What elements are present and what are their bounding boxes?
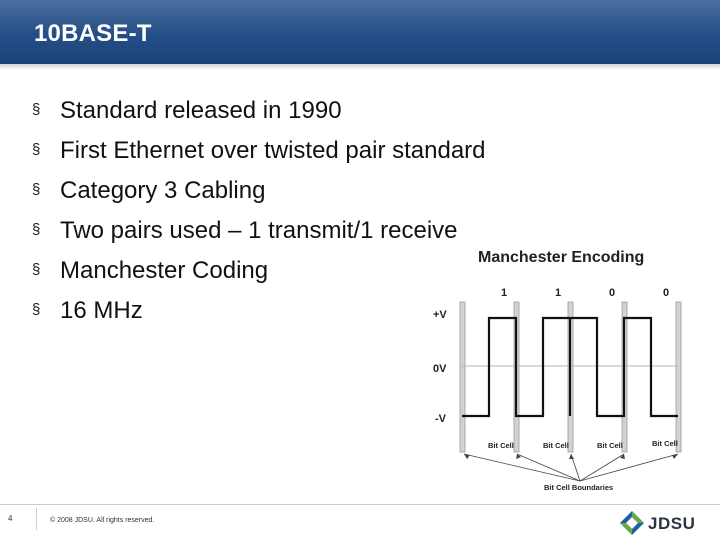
diagram-title: Manchester Encoding	[478, 249, 645, 266]
boundary-arrow	[464, 454, 580, 481]
bullet-marker-icon: §	[32, 141, 41, 158]
bit-cell-label: Bit Cell	[488, 441, 514, 450]
bit-value-label: 0	[609, 287, 616, 299]
bullet-marker-icon: §	[32, 101, 41, 118]
bullet-marker-icon: §	[32, 261, 41, 278]
bit-value-label: 0	[663, 287, 670, 299]
bullet-text: Standard released in 1990	[60, 97, 342, 124]
slide-title: 10BASE-T	[34, 20, 152, 47]
bullet-marker-icon: §	[32, 181, 41, 198]
arrow-head-icon	[464, 454, 470, 459]
footer-vertical-divider	[36, 508, 37, 530]
logo-wordmark: JDSU	[648, 514, 696, 533]
bullet-marker-icon: §	[32, 301, 41, 318]
voltage-label-zero: 0V	[433, 363, 447, 375]
bullet-text: 16 MHz	[60, 297, 143, 324]
bullet-text: Two pairs used – 1 transmit/1 receive	[60, 217, 458, 244]
bullet-text: Category 3 Cabling	[60, 177, 266, 204]
title-bar	[0, 0, 720, 64]
bit-value-label: 1	[555, 287, 562, 299]
manchester-encoding-diagram	[420, 238, 720, 500]
arrow-head-icon	[672, 454, 678, 459]
voltage-label-positive: +V	[433, 309, 447, 321]
page-number: 4	[8, 514, 13, 523]
bullet-text: Manchester Coding	[60, 257, 269, 284]
bit-boundary-bar	[676, 302, 681, 452]
copyright-notice: © 2008 JDSU. All rights reserved.	[50, 517, 155, 524]
bit-value-label: 1	[501, 287, 508, 299]
bullet-marker-icon: §	[32, 221, 41, 238]
jdsu-logo-icon	[618, 509, 646, 537]
bit-boundary-bar	[460, 302, 465, 452]
bit-cell-label: Bit Cell	[597, 441, 623, 450]
bit-cell-label: Bit Cell	[543, 441, 569, 450]
voltage-label-negative: -V	[435, 413, 446, 425]
bit-cell-label: Bit Cell	[652, 439, 678, 448]
bit-cell-boundaries-label: Bit Cell Boundaries	[544, 483, 614, 492]
boundary-arrow	[580, 454, 678, 481]
manchester-waveform	[462, 318, 678, 416]
boundary-arrow	[580, 454, 624, 481]
footer-divider-line	[0, 504, 720, 505]
title-bar-shadow	[0, 64, 720, 70]
bullet-text: First Ethernet over twisted pair standard	[60, 137, 486, 164]
